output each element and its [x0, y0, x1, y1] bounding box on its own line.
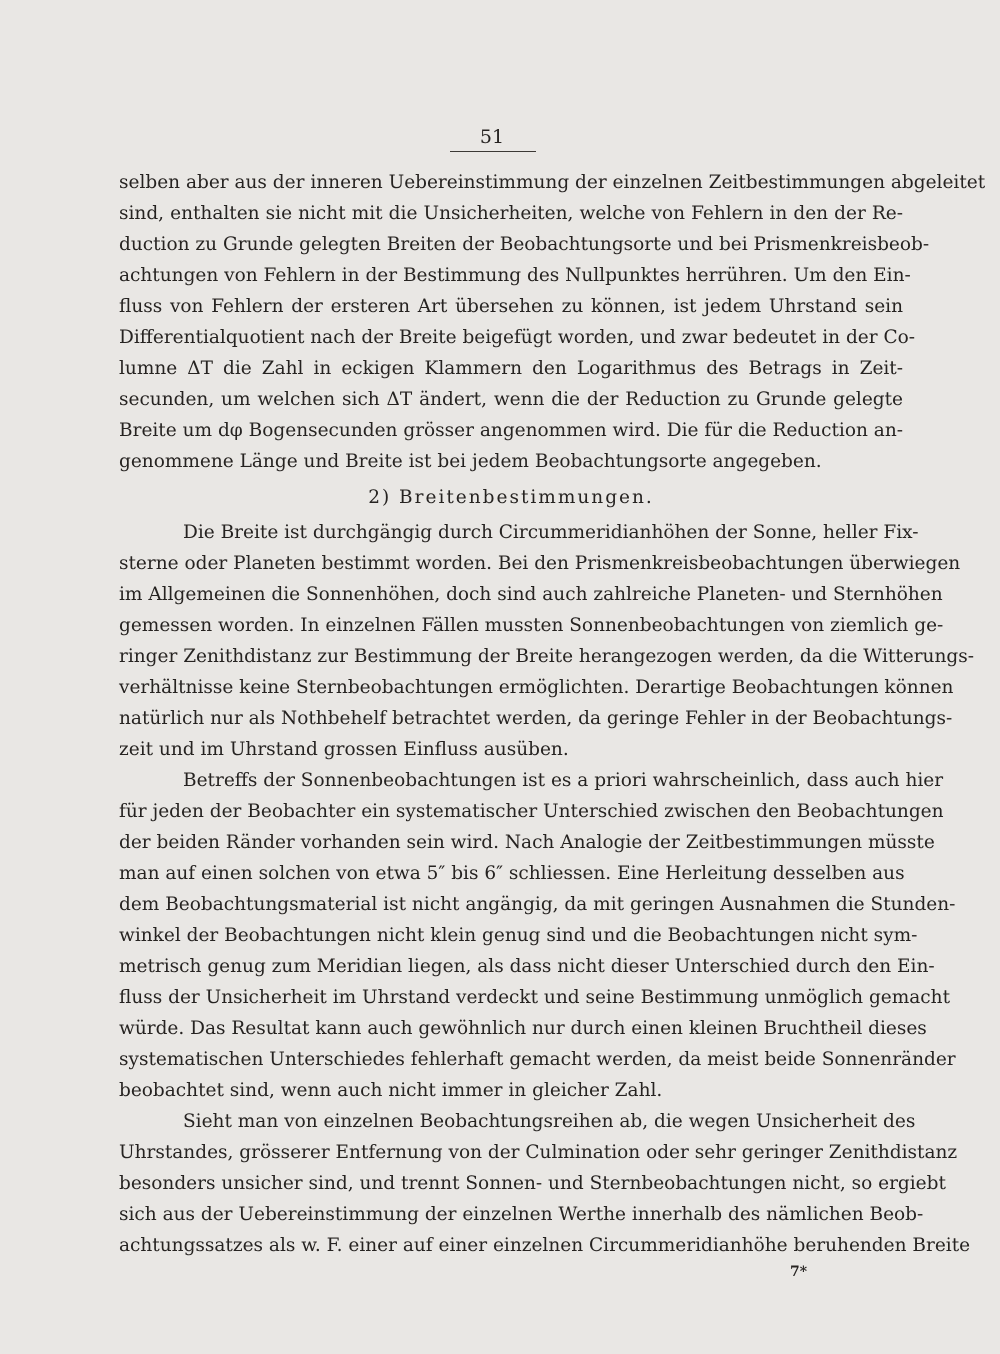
text-line: dem Beobachtungsmaterial ist nicht angängig, da mit geringen Ausnahmen die Stunden- — [119, 894, 956, 915]
text-line: Differentialquotient nach der Breite beigefügt worden, und zwar bedeutet in der Co- — [119, 327, 916, 348]
text-line: sind, enthalten sie nicht mit die Unsicherheiten, welche von Fehlern in den der Re- — [119, 203, 903, 224]
text-line: Betreffs der Sonnenbeobachtungen ist es a priori wahrscheinlich, dass auch hier — [183, 770, 944, 791]
text-line: selben aber aus der inneren Uebereinstimmung der einzelnen Zeitbestimmungen abgeleitet — [119, 172, 986, 193]
text-line: fluss der Unsicherheit im Uhrstand verdeckt und seine Bestimmung unmöglich gemacht — [119, 987, 951, 1008]
text-line: sich aus der Uebereinstimmung der einzelnen Werthe innerhalb des nämlichen Beob- — [119, 1204, 924, 1225]
text-line: secunden, um welchen sich ΔT ändert, wenn die der Reduction zu Grunde gelegte — [119, 389, 903, 410]
text-line: Sieht man von einzelnen Beobachtungsreihen ab, die wegen Unsicherheit des — [183, 1111, 916, 1132]
text-line: würde. Das Resultat kann auch gewöhnlich nur durch einen kleinen Bruchtheil dieses — [119, 1018, 927, 1039]
text-line: Uhrstandes, grösserer Entfernung von der Culmination oder sehr geringer Zenithdistanz — [119, 1142, 958, 1163]
text-line: zeit und im Uhrstand grossen Einfluss ausüben. — [119, 739, 569, 760]
text-line: sterne oder Planeten bestimmt worden. Bei den Prismenkreisbeobachtungen überwiegen — [119, 553, 961, 574]
text-line: achtungen von Fehlern in der Bestimmung des Nullpunktes herrühren. Um den Ein- — [119, 265, 911, 286]
signature-mark: 7* — [790, 1264, 808, 1280]
text-line: natürlich nur als Nothbehelf betrachtet werden, da geringe Fehler in der Beobachtungs- — [119, 708, 953, 729]
text-line: verhältnisse keine Sternbeobachtungen ermöglichten. Derartige Beobachtungen können — [119, 677, 954, 698]
text-line: systematischen Unterschiedes fehlerhaft gemacht werden, da meist beide Sonnenränder — [119, 1049, 956, 1070]
text-line: gemessen worden. In einzelnen Fällen mussten Sonnenbeobachtungen von ziemlich ge- — [119, 615, 944, 636]
text-line: lumne ΔT die Zahl in eckigen Klammern den Logarithmus des Betrags in Zeit- — [119, 358, 903, 379]
text-line: fluss von Fehlern der ersteren Art übersehen zu können, ist jedem Uhrstand sein — [119, 296, 903, 317]
text-line: ringer Zenithdistanz zur Bestimmung der Breite herangezogen werden, da die Witterungs- — [119, 646, 974, 667]
text-line: duction zu Grunde gelegten Breiten der Beobachtungsorte und bei Prismenkreisbeob- — [119, 234, 930, 255]
text-line: Die Breite ist durchgängig durch Circummeridianhöhen der Sonne, heller Fix- — [183, 522, 919, 543]
text-line: im Allgemeinen die Sonnenhöhen, doch sind auch zahlreiche Planeten- und Sternhöhen — [119, 584, 943, 605]
text-line: Breite um dφ Bogensecunden grösser angenommen wird. Die für die Reduction an- — [119, 420, 903, 441]
text-line: genommene Länge und Breite ist bei jedem Beobachtungsorte angegeben. — [119, 451, 822, 472]
text-line: metrisch genug zum Meridian liegen, als dass nicht dieser Unterschied durch den Ein- — [119, 956, 935, 977]
text-line: achtungssatzes als w. F. einer auf einer einzelnen Circummeridianhöhe beruhenden Breite — [119, 1235, 971, 1256]
text-line: winkel der Beobachtungen nicht klein genug sind und die Beobachtungen nicht sym- — [119, 925, 918, 946]
text-line: man auf einen solchen von etwa 5″ bis 6″ schliessen. Eine Herleitung desselben aus — [119, 863, 905, 884]
text-line: der beiden Ränder vorhanden sein wird. Nach Analogie der Zeitbestimmungen müsste — [119, 832, 935, 853]
text-line: besonders unsicher sind, und trennt Sonnen- und Sternbeobachtungen nicht, so ergiebt — [119, 1173, 946, 1194]
text-line: für jeden der Beobachter ein systematischer Unterschied zwischen den Beobachtungen — [119, 801, 944, 822]
text-line: beobachtet sind, wenn auch nicht immer in gleicher Zahl. — [119, 1080, 663, 1101]
section-heading: 2) Breitenbestimmungen. — [368, 487, 654, 508]
page-number-rule — [450, 151, 536, 152]
page-number: 51 — [479, 126, 505, 148]
